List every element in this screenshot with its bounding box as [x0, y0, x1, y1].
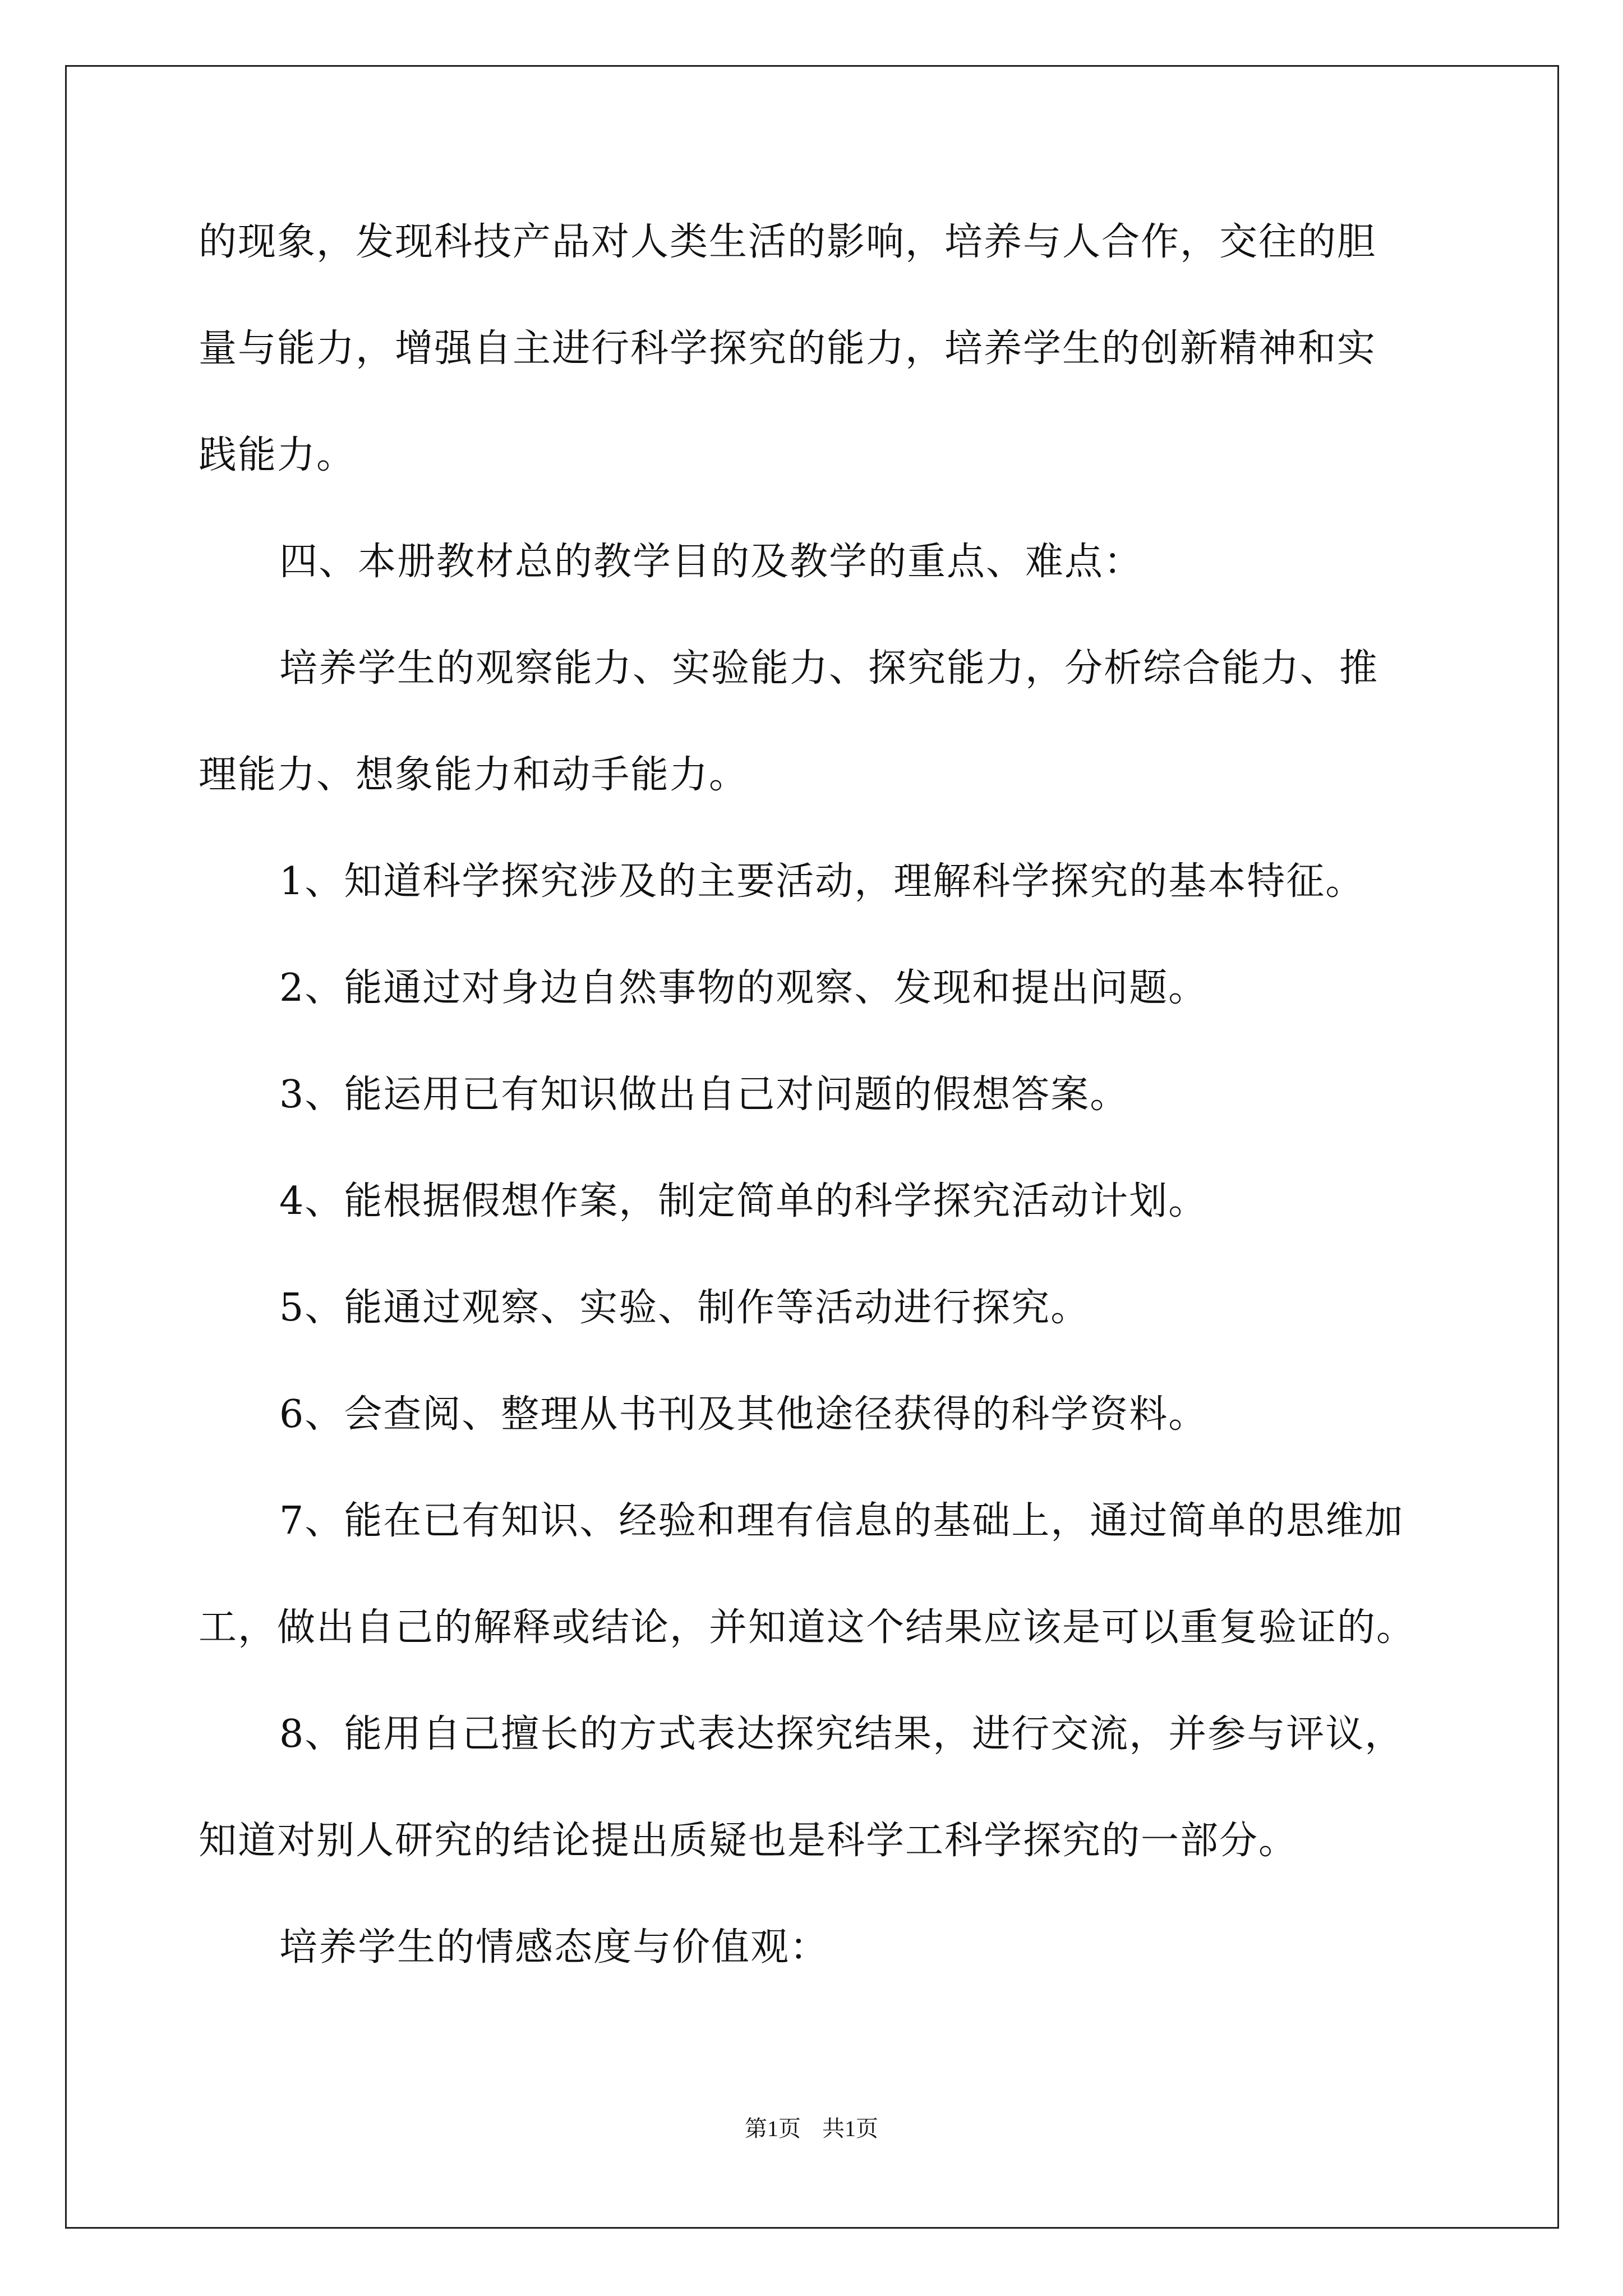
page-footer	[0, 2115, 1623, 2143]
text-line: 量与能力，增强自主进行科学探究的能力，培养学生的创新精神和实	[199, 326, 1377, 371]
list-item: 2、能通过对身边自然事物的观察、发现和提出问题。	[279, 966, 1208, 1010]
list-item: 8、能用自己擅长的方式表达探究结果，进行交流，并参与评议，	[279, 1712, 1404, 1756]
list-item: 6、会查阅、整理从书刊及其他途径获得的科学资料。	[279, 1392, 1208, 1437]
list-item: 4、能根据假想作案，制定简单的科学探究活动计划。	[279, 1179, 1208, 1223]
list-item: 3、能运用已有知识做出自己对问题的假想答案。	[279, 1073, 1129, 1117]
list-item: 7、能在已有知识、经验和理有信息的基础上，通过简单的思维加	[279, 1499, 1404, 1543]
list-item: 5、能通过观察、实验、制作等活动进行探究。	[279, 1286, 1090, 1330]
page-number: 第1页	[745, 2116, 801, 2141]
text-line: 践能力。	[199, 433, 356, 477]
page-border	[65, 65, 1559, 2229]
text-line: 的现象，发现科技产品对人类生活的影响，培养与人合作，交往的胆	[199, 220, 1377, 264]
page-total: 共1页	[822, 2116, 878, 2141]
text-line: 培养学生的情感态度与价值观：	[279, 1925, 829, 1970]
text-line: 理能力、想象能力和动手能力。	[199, 753, 749, 797]
list-item: 1、知道科学探究涉及的主要活动，理解科学探究的基本特征。	[279, 859, 1365, 904]
text-line: 培养学生的观察能力、实验能力、探究能力，分析综合能力、推	[279, 646, 1379, 691]
section-heading: 四、本册教材总的教学目的及教学的重点、难点：	[279, 540, 1144, 584]
text-line: 知道对别人研究的结论提出质疑也是科学工科学探究的一部分。	[199, 1819, 1298, 1863]
text-line: 工，做出自己的解释或结论，并知道这个结果应该是可以重复验证的。	[199, 1605, 1416, 1650]
